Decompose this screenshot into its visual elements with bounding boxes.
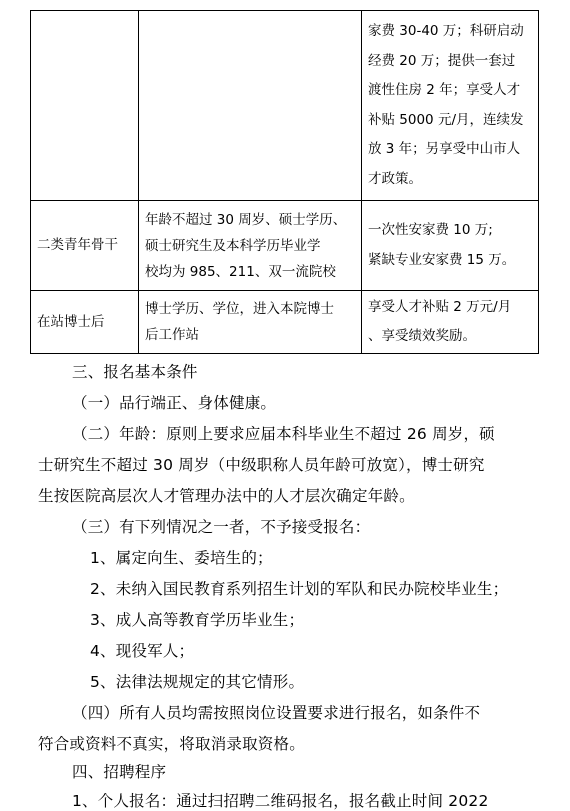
benefit-line: 才政策。 [368, 170, 422, 187]
table-cell-benefits [362, 291, 539, 354]
table-row [31, 291, 539, 354]
list-item: 4、现役军人； [90, 642, 195, 660]
list-item: 3、成人高等教育学历毕业生； [90, 611, 305, 629]
requirement-line: 博士学历、学位，进入本院博士 [145, 301, 334, 317]
paragraph-line: （二）年龄：原则上要求应届本科毕业生不超过 26 周岁，硕 [72, 425, 495, 443]
table-cell-requirements [139, 291, 362, 354]
table-cell-category: 二类青年骨干 [31, 201, 139, 291]
benefit-line: 放 3 年；另享受中山市人 [368, 141, 521, 157]
table-cell-category: 在站博士后 [31, 291, 139, 354]
table-cell-category [31, 11, 139, 201]
requirement-line: 后工作站 [145, 327, 199, 343]
table-cell-requirements [139, 201, 362, 291]
benefit-line: 经费 20 万；提供一套过 [368, 52, 516, 69]
paragraph-line: 士研究生不超过 30 周岁（中级职称人员年龄可放宽），博士研究 [38, 456, 485, 474]
list-item: 5、法律法规规定的其它情形。 [90, 673, 305, 691]
paragraph-line: （四）所有人员均需按照岗位设置要求进行报名，如条件不 [72, 704, 481, 722]
paragraph-line: 生按医院高层次人才管理办法中的人才层次确定年龄。 [38, 487, 415, 505]
paragraph-line: （三）有下列情况之一者，不予接受报名： [72, 518, 371, 536]
benefit-line: 补贴 5000 元/月，连续发 [368, 111, 524, 128]
benefit-line: 享受人才补贴 2 万元/月 [368, 298, 512, 315]
requirement-line: 年龄不超过 30 周岁、硕士学历、 [145, 211, 347, 228]
talent-table [30, 10, 539, 354]
section-heading: 四、招聘程序 [72, 763, 167, 781]
table-row [31, 11, 539, 201]
requirement-line: 校均为 985、211、双一流院校 [145, 263, 336, 280]
paragraph-line: （一）品行端正、身体健康。 [72, 394, 277, 412]
table-cell-benefits [362, 11, 539, 201]
benefit-line: 渡性住房 2 年；享受人才 [368, 82, 521, 98]
benefit-line: 一次性安家费 10 万; [368, 222, 493, 238]
paragraph-line: 1、个人报名：通过扫招聘二维码报名，报名截止时间 2022 [72, 792, 489, 810]
paragraph-line: 符合或资料不真实，将取消录取资格。 [38, 735, 305, 753]
list-item: 2、未纳入国民教育系列招生计划的军队和民办院校毕业生； [90, 580, 509, 598]
table-cell-requirements [139, 11, 362, 201]
benefit-line: 家费 30-40 万；科研启动 [368, 23, 524, 39]
list-item: 1、属定向生、委培生的； [90, 549, 273, 567]
table-row [31, 201, 539, 291]
requirement-line: 硕士研究生及本科学历毕业学 [145, 237, 321, 254]
benefit-line: 、享受绩效奖励。 [368, 328, 476, 344]
section-heading: 三、报名基本条件 [72, 363, 198, 381]
benefit-line: 紧缺专业安家费 15 万。 [368, 251, 516, 268]
table-cell-benefits [362, 201, 539, 291]
